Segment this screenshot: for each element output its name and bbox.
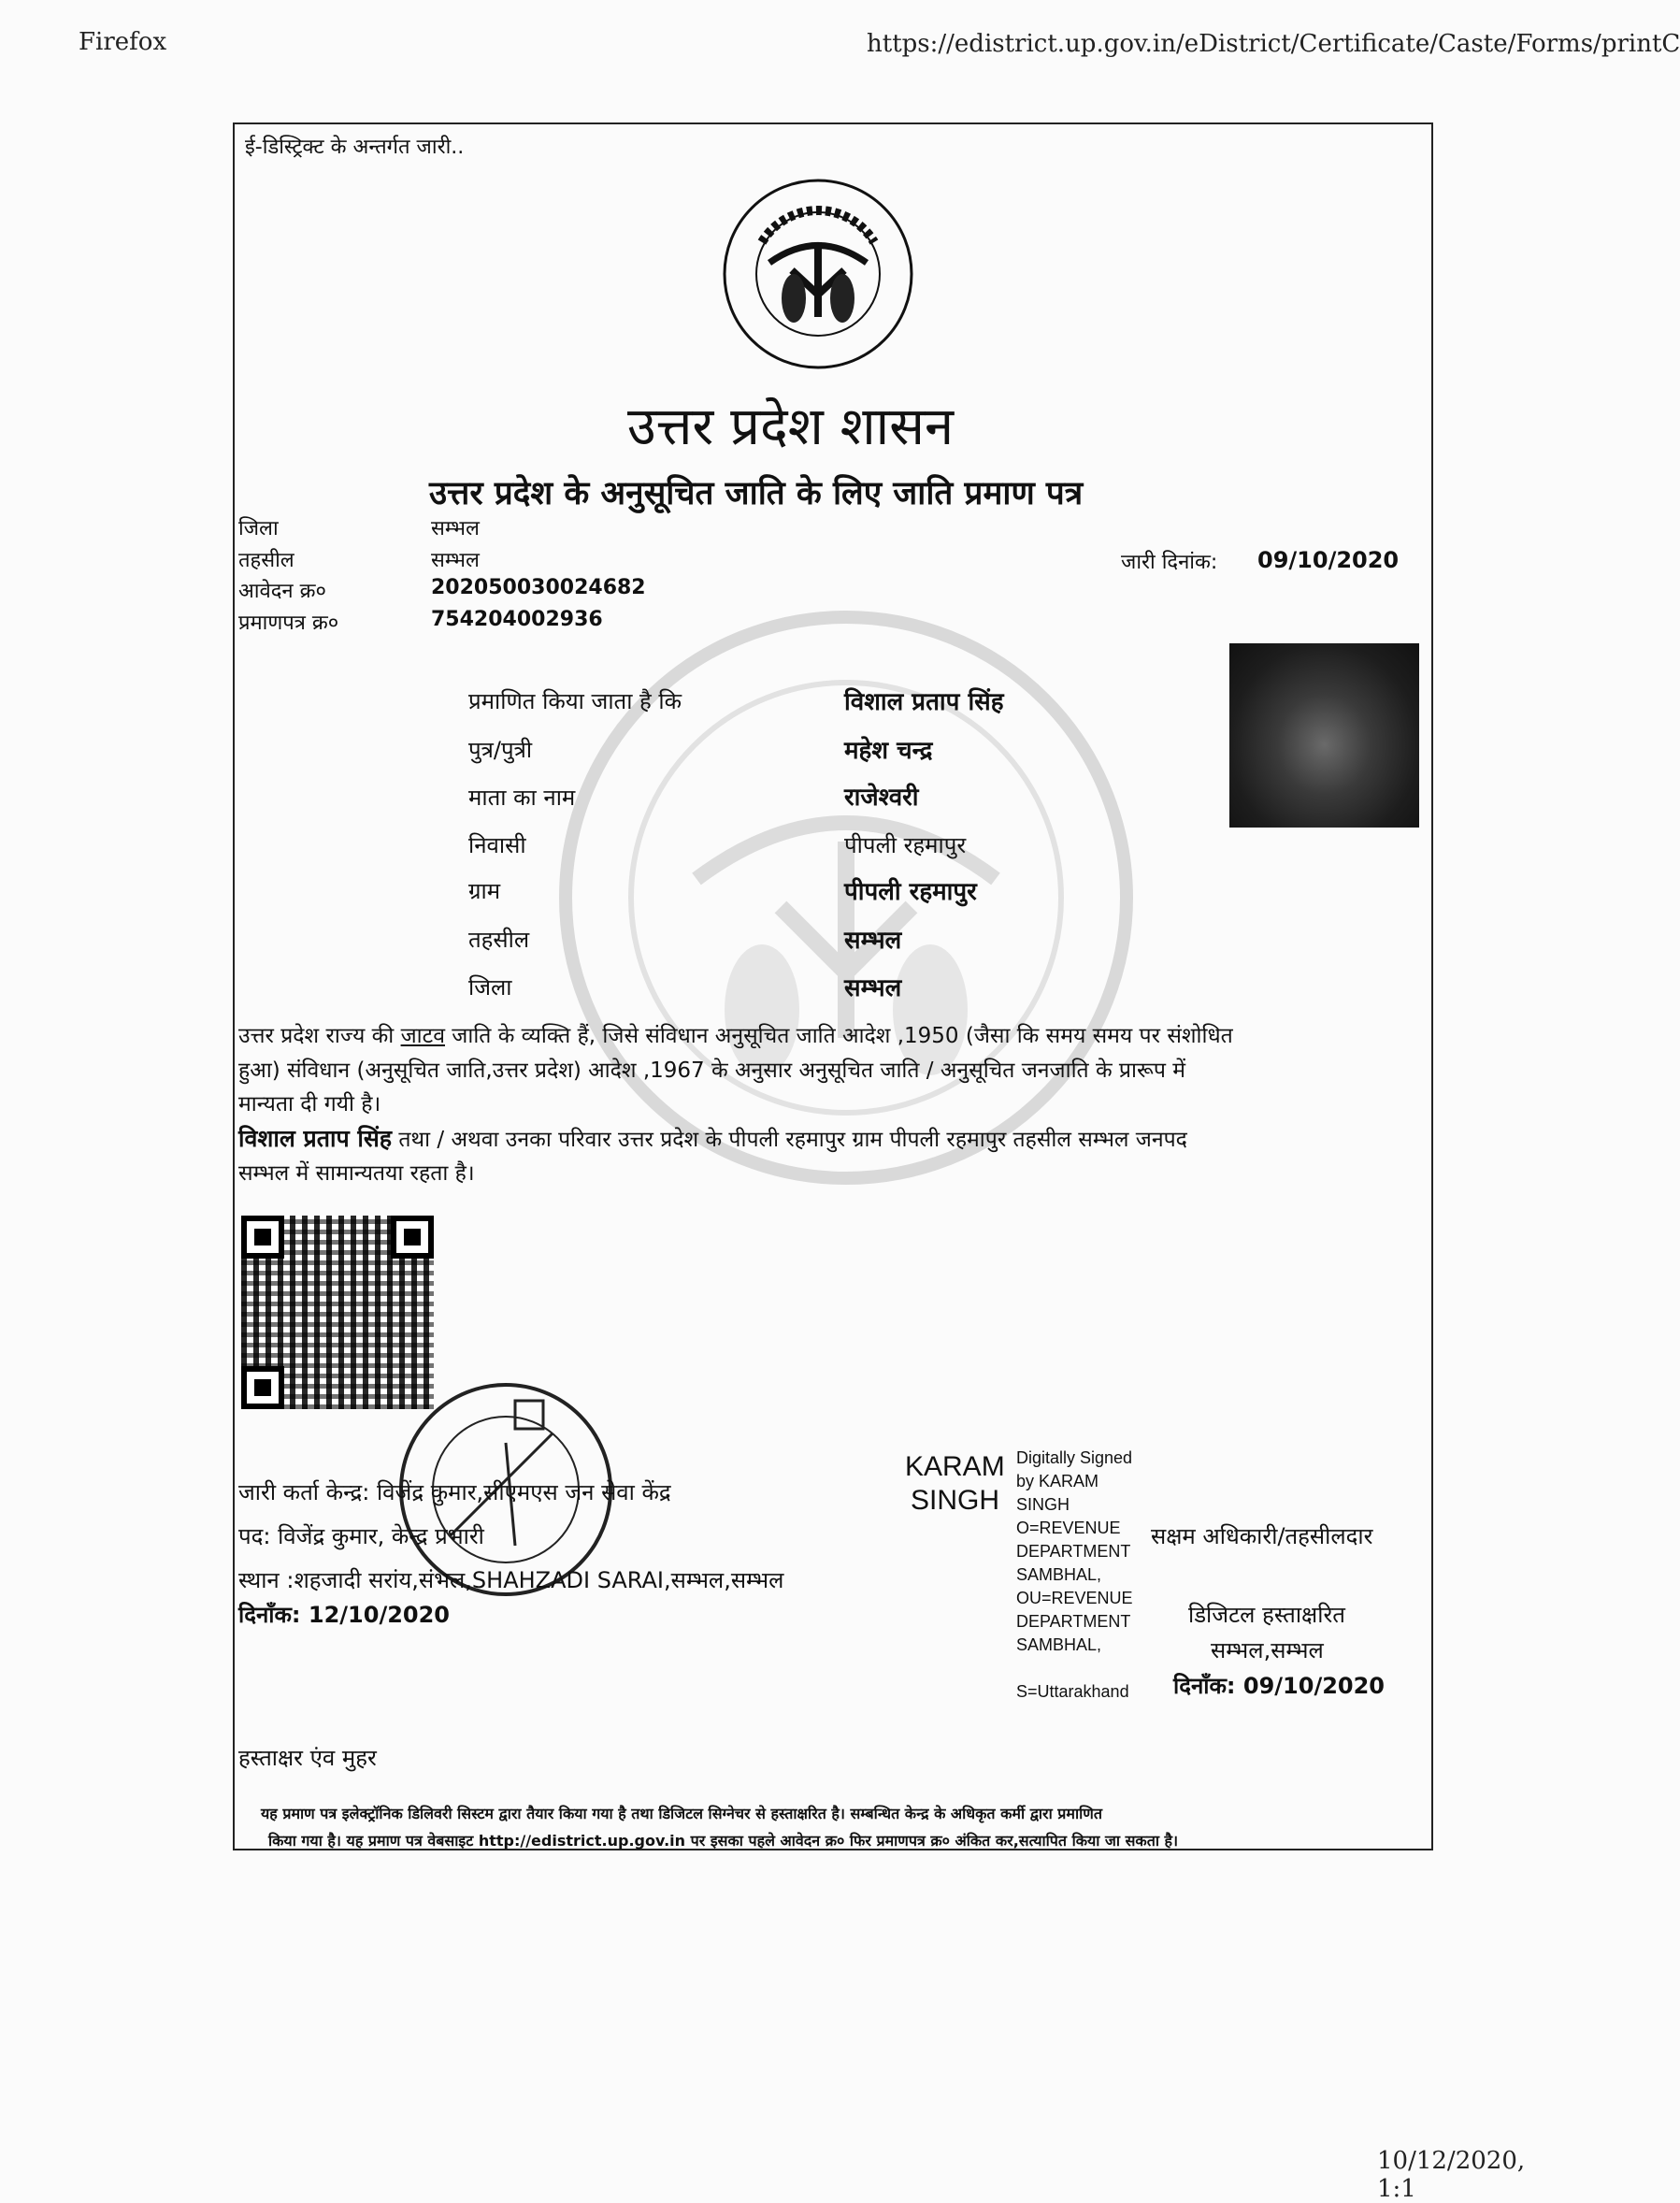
detail-district-label: जिला [468, 974, 512, 1001]
residence-paragraph-line1: विशाल प्रताप सिंह तथा / अथवा उनका परिवार उत्तर प्रदेश के पीपली रहमापुर ग्राम पीपली रहमापुर तहसील सम्भल जनपद [238, 1125, 1187, 1152]
issuer-date: दिनाँक: 12/10/2020 [238, 1602, 451, 1628]
caste-paragraph-line2: हुआ) संविधान (अनुसूचित जाति,उत्तर प्रदेश) आदेश ,1967 के अनुसार अनुसूचित जाति / अनुसूचित जनजाति के प्रारूप में [238, 1058, 1185, 1083]
resident-value: पीपली रहमापुर [844, 832, 967, 858]
resident-label: निवासी [468, 832, 526, 858]
certificate-no-label: प्रमाणपत्र क्र० [238, 612, 339, 635]
print-datetime: 10/12/2020, 1:1 [1377, 2147, 1526, 2203]
residence-paragraph-line2: सम्भल में सामान्यतया रहता है। [238, 1161, 475, 1186]
certificate-title: उत्तर प्रदेश के अनुसूचित जाति के लिए जाति प्रमाण पत्र [429, 475, 1084, 512]
officer-location: सम्भल,सम्भल [1211, 1637, 1324, 1663]
caste-name: जाटव [400, 1024, 445, 1048]
caste-paragraph-line1: उत्तर प्रदेश राज्य की जाटव जाति के व्यक्ति हैं, जिसे संविधान अनुसूचित जाति आदेश ,1950 (जैसा कि समय समय पर संशोधित [238, 1024, 1233, 1048]
tehsil-value: सम्भल [431, 549, 480, 572]
village-value: पीपली रहमापुर [844, 878, 977, 906]
up-emblem-icon [721, 177, 915, 371]
district-value: सम्भल [431, 517, 480, 540]
certified-label: प्रमाणित किया जाता है कि [468, 688, 682, 714]
digital-signature-details: Digitally Signed by KARAM SINGH O=REVENUE DEPARTMENT SAMBHAL, OU=REVENUE DEPARTMENT SAMBHAL, S=Uttarakhand [1016, 1448, 1133, 1701]
footer-note-line2: किया गया है। यह प्रमाण पत्र वेबसाइट http://edistrict.up.gov.in पर इसका पहले आवेदन क्र० फिर प्रमाणपत्र क्र० अंकित कर,सत्यापित किया जा सकता है। [268, 1832, 1179, 1850]
signature-seal-label: हस्ताक्षर एंव मुहर [238, 1745, 377, 1771]
tehsil-label: तहसील [238, 549, 294, 572]
mother-label: माता का नाम [468, 785, 576, 811]
residence-name: विशाल प्रताप सिंह [238, 1125, 393, 1152]
certificate-frame [233, 122, 1433, 1850]
application-no-label: आवेदन क्र० [238, 580, 326, 603]
detail-district-value: सम्भल [844, 974, 902, 1002]
son-daughter-value: महेश चन्द्र [844, 737, 933, 765]
issue-date-value: 09/10/2020 [1257, 547, 1400, 573]
detail-tehsil-value: सम्भल [844, 927, 902, 955]
page-url: https://edistrict.up.gov.in/eDistrict/Certificate/Caste/Forms/printC [867, 30, 1680, 58]
officer-designation: सक्षम अधिकारी/तहसीलदार [1151, 1523, 1373, 1549]
officer-signed: डिजिटल हस्ताक्षरित [1188, 1602, 1345, 1628]
son-daughter-label: पुत्र/पुत्री [468, 737, 533, 763]
caste-paragraph-line3: मान्यता दी गयी है। [238, 1092, 381, 1116]
certificate-no-value: 754204002936 [431, 608, 603, 631]
mother-value: राजेश्वरी [844, 784, 919, 812]
applicant-photo [1229, 643, 1419, 828]
district-label: जिला [238, 517, 279, 540]
issued-under-text: ई-डिस्ट्रिक्ट के अन्तर्गत जारी.. [245, 136, 465, 159]
issuer-post: पद: विजेंद्र कुमार, केन्द्र प्रभारी [238, 1523, 484, 1549]
issuer-center: जारी कर्ता केन्द्र: विजेंद्र कुमार,सीएमएस जन सेवा केंद्र [238, 1479, 671, 1505]
signer-name: KARAM SINGH [905, 1451, 1005, 1516]
application-no-value: 202050030024682 [431, 576, 646, 599]
government-heading: उत्तर प्रदेश शासन [627, 396, 955, 457]
detail-tehsil-label: तहसील [468, 927, 530, 953]
browser-app-name: Firefox [79, 28, 167, 56]
issue-date-label: जारी दिनांक: [1121, 551, 1218, 574]
footer-note-line1: यह प्रमाण पत्र इलेक्ट्रॉनिक डिलिवरी सिस्टम द्वारा तैयार किया गया है तथा डिजिटल सिग्नेचर से हस्ताक्षरित है। सम्बन्धित केन्द्र के अधिकृत कर्मी द्वारा प्रमाणित [261, 1805, 1102, 1822]
officer-date: दिनाँक: 09/10/2020 [1173, 1673, 1386, 1699]
certified-name: विशाल प्रताप सिंह [844, 688, 1004, 716]
issuer-place: स्थान :शहजादी सरांय,संभल,SHAHZADI SARAI,सम्भल,सम्भल [238, 1567, 784, 1593]
village-label: ग्राम [468, 878, 501, 904]
